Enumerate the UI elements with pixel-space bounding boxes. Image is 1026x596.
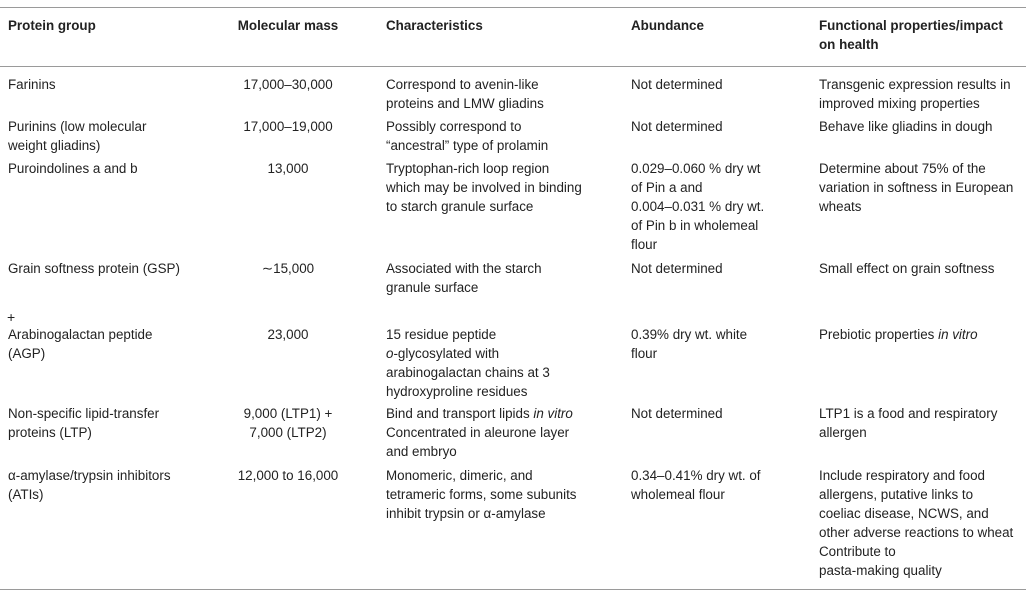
- table-bottom-rule: [0, 589, 1026, 590]
- cell-characteristics: Correspond to avenin-like proteins and LMW gliadins: [386, 77, 544, 111]
- cell-functional-italic: in vitro: [938, 327, 978, 342]
- header-protein-group: Protein group: [8, 18, 96, 33]
- cell-molecular-mass: 9,000 (LTP1) + 7,000 (LTP2): [243, 406, 333, 440]
- cell-characteristics: [386, 325, 611, 401]
- cell-functional: Transgenic expression results in improved mixing properties: [819, 77, 1011, 111]
- cell-protein-group: α-amylase/trypsin inhibitors (ATIs): [8, 468, 171, 502]
- cell-characteristics: Associated with the starch granule surface: [386, 261, 542, 295]
- cell-functional: Include respiratory and food allergens, putative links to coeliac disease, NCWS, and other adverse reactions to wheat Contribute to pasta-making quality: [819, 468, 1014, 578]
- cell-characteristics: Tryptophan-rich loop region which may be involved in binding to starch granule surface: [386, 161, 582, 214]
- cell-functional: [819, 325, 1024, 344]
- cell-protein-group: Non-specific lipid-transfer proteins (LTP): [8, 406, 160, 440]
- cell-abundance: 0.029–0.060 % dry wt of Pin a and 0.004–0.031 % dry wt. of Pin b in wholemeal flour: [631, 161, 765, 252]
- cell-molecular-mass: 13,000: [267, 161, 309, 176]
- cell-abundance: Not determined: [631, 406, 723, 421]
- cell-functional: Small effect on grain softness: [819, 261, 995, 276]
- cell-abundance: Not determined: [631, 77, 723, 92]
- header-abundance: Abundance: [631, 18, 704, 33]
- cell-molecular-mass: 17,000–30,000: [243, 77, 333, 92]
- cell-characteristics-italic: in vitro: [533, 406, 573, 421]
- header-functional-properties: Functional properties/impact on health: [819, 18, 1003, 52]
- cell-molecular-mass: 17,000–19,000: [243, 119, 333, 134]
- cell-characteristics-line: Bind and transport lipids: [386, 406, 534, 421]
- table-header-rule: [0, 66, 1026, 67]
- cell-functional: Behave like gliadins in dough: [819, 119, 993, 134]
- cell-functional-text: Prebiotic properties: [819, 327, 939, 342]
- header-molecular-mass: Molecular mass: [237, 18, 339, 33]
- cell-characteristics: [386, 404, 611, 461]
- cell-abundance: 0.34–0.41% dry wt. of wholemeal flour: [631, 468, 761, 502]
- cell-characteristics-line: -glycosylated with: [393, 346, 500, 361]
- cell-abundance: Not determined: [631, 119, 723, 134]
- cell-protein-group: Arabinogalactan peptide (AGP): [8, 327, 153, 361]
- cell-characteristics: Possibly correspond to “ancestral” type of prolamin: [386, 119, 549, 153]
- cell-abundance: 0.39% dry wt. white flour: [631, 327, 748, 361]
- cell-molecular-mass: 12,000 to 16,000: [237, 468, 339, 483]
- cell-protein-group: Farinins: [8, 77, 56, 92]
- cell-functional: LTP1 is a food and respiratory allergen: [819, 406, 998, 440]
- table-top-rule: [0, 7, 1026, 8]
- cell-protein-group: Purinins (low molecular weight gliadins): [8, 119, 147, 153]
- cell-molecular-mass: 23,000: [267, 327, 309, 342]
- cell-characteristics-line: arabinogalactan chains at 3 hydroxyproline residues: [386, 365, 550, 399]
- stray-plus-mark: +: [7, 309, 16, 325]
- cell-characteristics: Monomeric, dimeric, and tetrameric forms, some subunits inhibit trypsin or α-amylase: [386, 468, 577, 521]
- cell-characteristics-line: 15 residue peptide: [386, 327, 497, 342]
- cell-molecular-mass: ∼15,000: [261, 261, 315, 276]
- cell-functional: Determine about 75% of the variation in softness in European wheats: [819, 161, 1014, 214]
- cell-abundance: Not determined: [631, 261, 723, 276]
- cell-protein-group: Puroindolines a and b: [8, 161, 138, 176]
- header-characteristics: Characteristics: [386, 18, 483, 33]
- cell-characteristics-line: Concentrated in aleurone layer and embryo: [386, 425, 570, 459]
- cell-protein-group: Grain softness protein (GSP): [8, 261, 180, 276]
- cell-characteristics-italic: o: [386, 346, 394, 361]
